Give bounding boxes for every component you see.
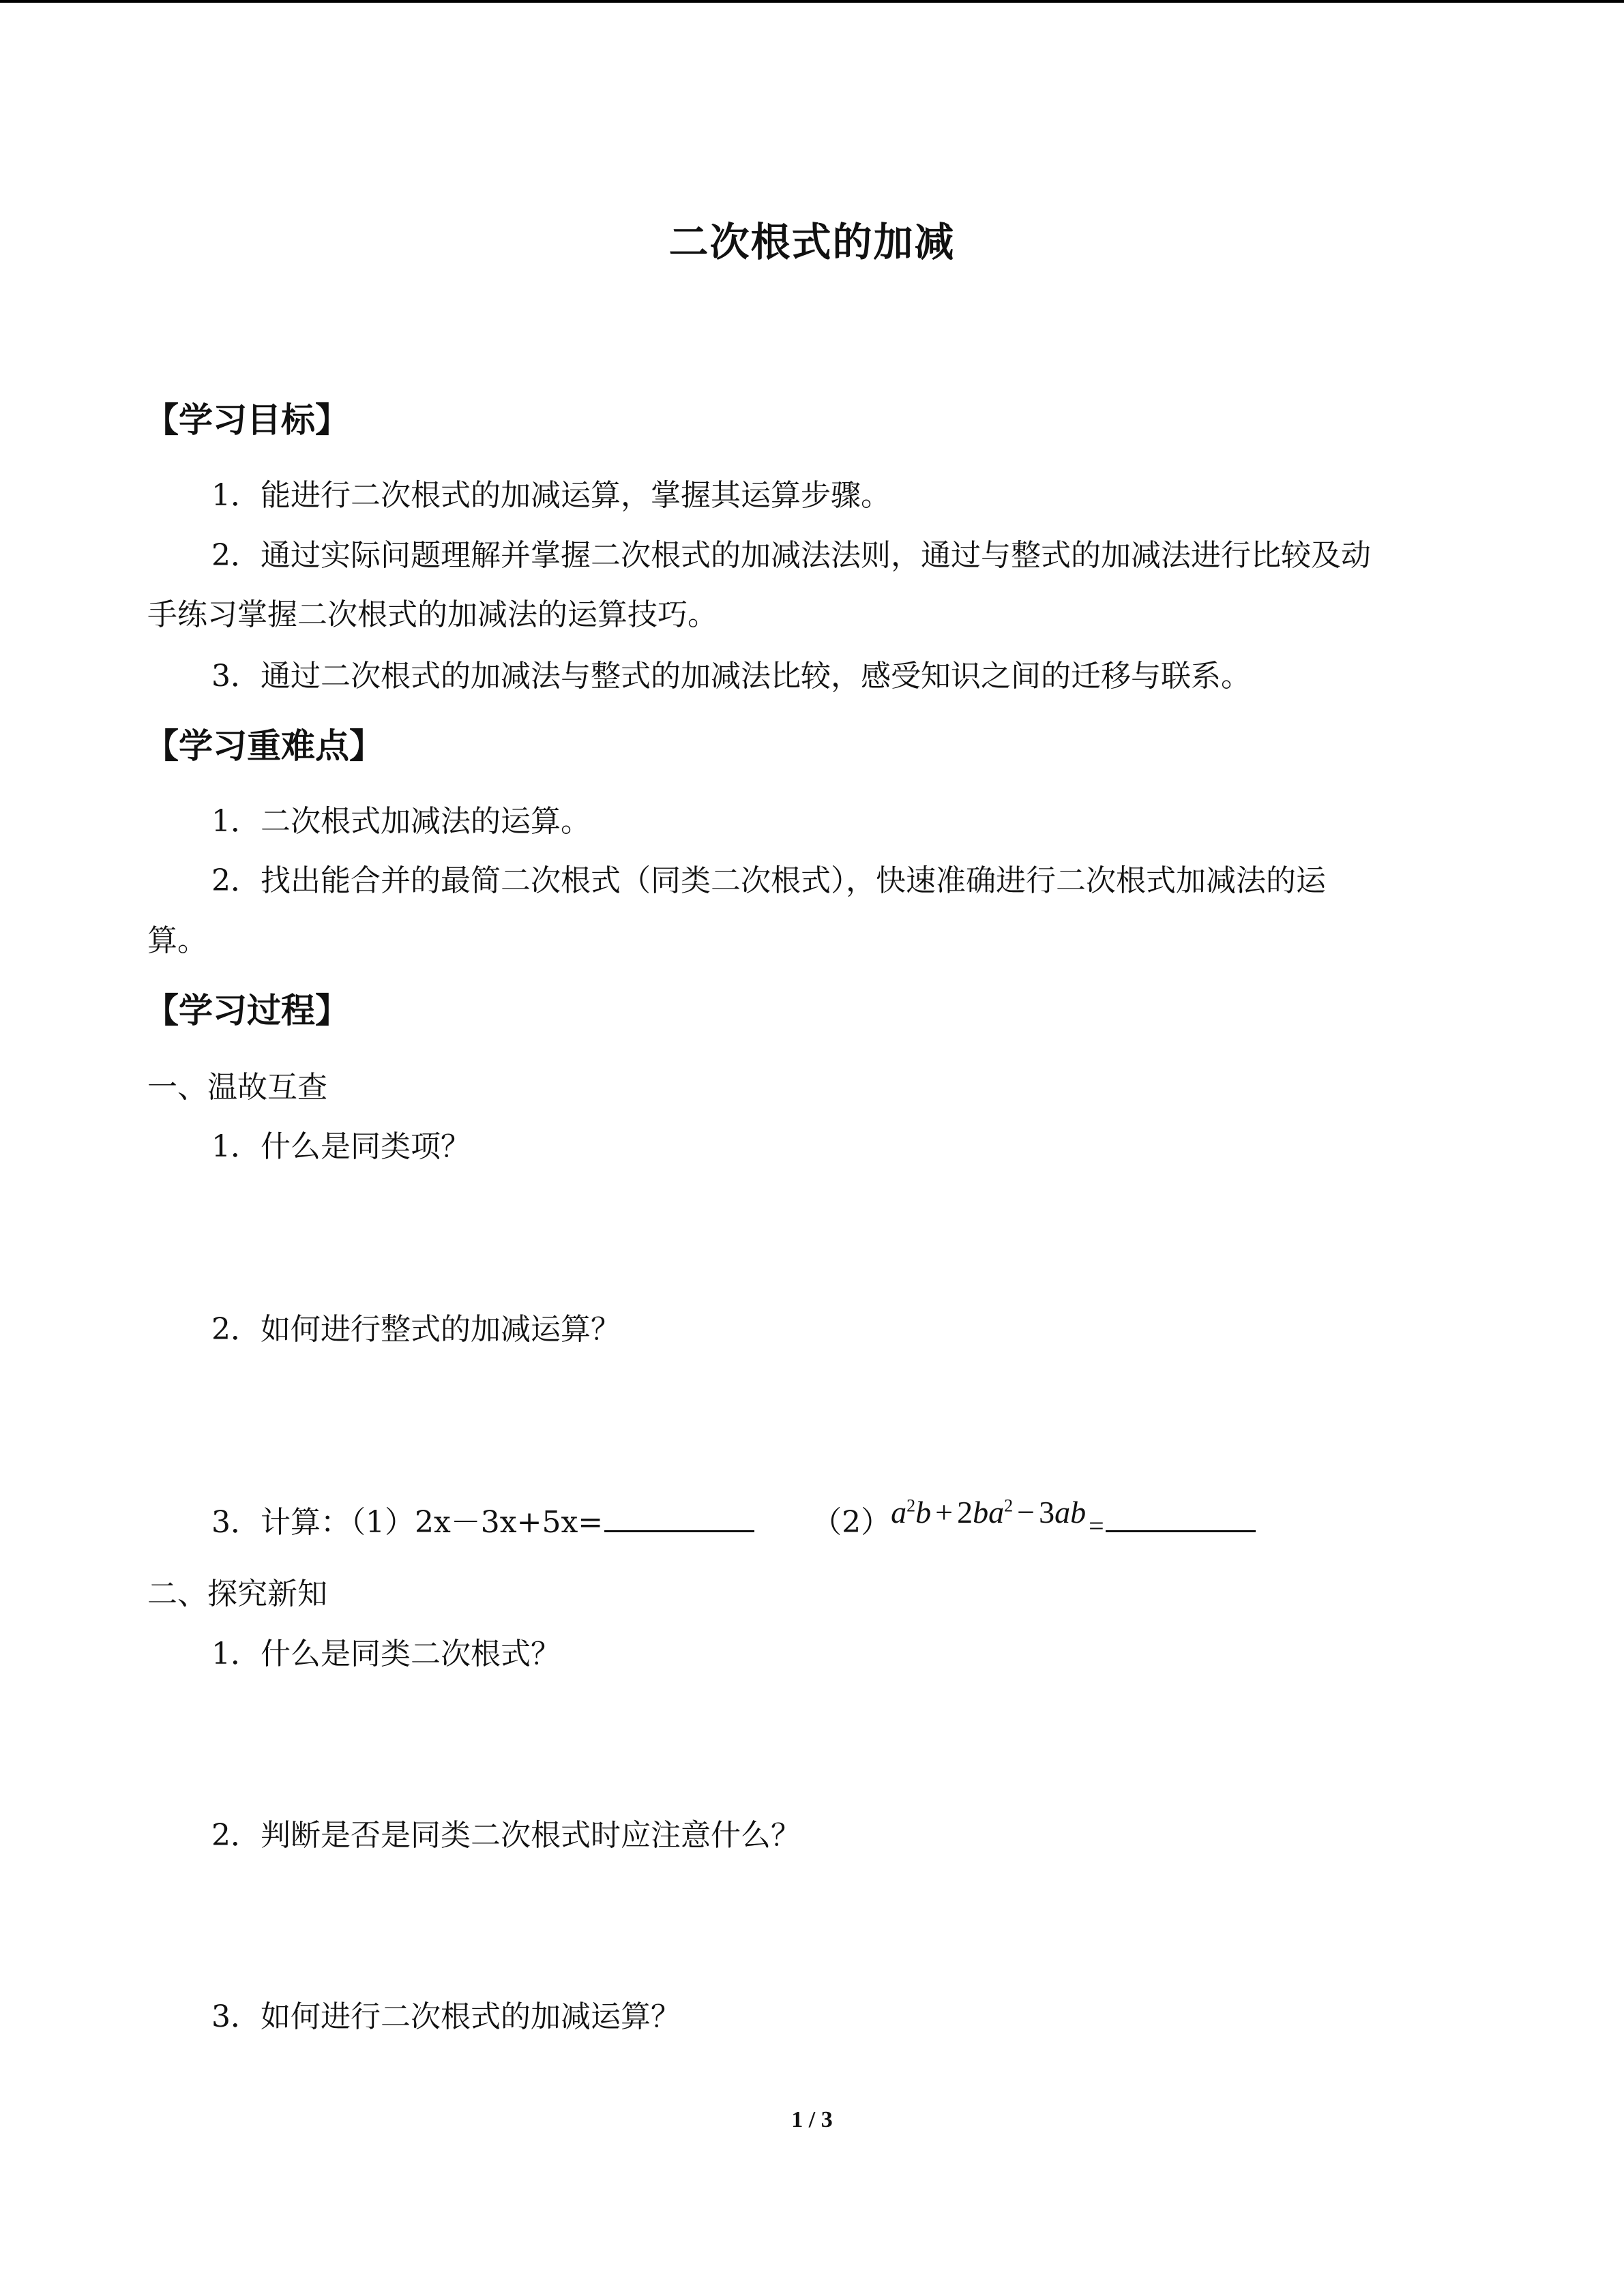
- explore-section-heading: 二、探究新知: [147, 1577, 327, 1611]
- review-question-3-part2-label: （2）: [812, 1505, 891, 1540]
- key-points-heading: 【学习重难点】: [145, 726, 383, 766]
- explore-question-1: 1．什么是同类二次根式？: [211, 1637, 561, 1671]
- review-question-1: 1．什么是同类项？: [211, 1129, 471, 1164]
- objective-item-1: 1．能进行二次根式的加减运算，掌握其运算步骤。: [211, 478, 891, 513]
- review-question-3-prefix: 3．计算：（1）2x－3x+5x=: [211, 1505, 604, 1540]
- polynomial-expression: $a^2b + 2ba^2 - 3ab$ =: [891, 1495, 1104, 1541]
- objective-item-3: 3．通过二次根式的加减法与整式的加减法比较，感受知识之间的迁移与联系。: [211, 659, 1251, 694]
- objective-item-2-line-2: 手练习掌握二次根式的加减法的运算技巧。: [147, 597, 718, 632]
- answer-blank-1[interactable]: [604, 1503, 754, 1532]
- explore-question-3: 3．如何进行二次根式的加减运算？: [211, 1999, 681, 2034]
- process-heading: 【学习过程】: [145, 991, 349, 1030]
- document-title: 二次根式的加减: [668, 219, 956, 265]
- answer-blank-2[interactable]: [1106, 1503, 1256, 1532]
- explore-question-2: 2．判断是否是同类二次根式时应注意什么？: [211, 1818, 801, 1853]
- review-question-3: [211, 1495, 1256, 1541]
- objective-item-2-line-1: 2．通过实际问题理解并掌握二次根式的加减法法则，通过与整式的加减法进行比较及动: [211, 538, 1371, 573]
- review-section-heading: 一、温故互查: [147, 1070, 327, 1105]
- page-number: 1 / 3: [791, 2107, 833, 2132]
- key-point-item-1: 1．二次根式加减法的运算。: [211, 804, 591, 839]
- key-point-item-2-line-1: 2．找出能合并的最简二次根式（同类二次根式），快速准确进行二次根式加减法的运: [211, 863, 1326, 898]
- key-point-item-2-line-2: 算。: [147, 923, 207, 958]
- review-question-2: 2．如何进行整式的加减运算？: [211, 1312, 621, 1347]
- objectives-heading: 【学习目标】: [145, 400, 349, 440]
